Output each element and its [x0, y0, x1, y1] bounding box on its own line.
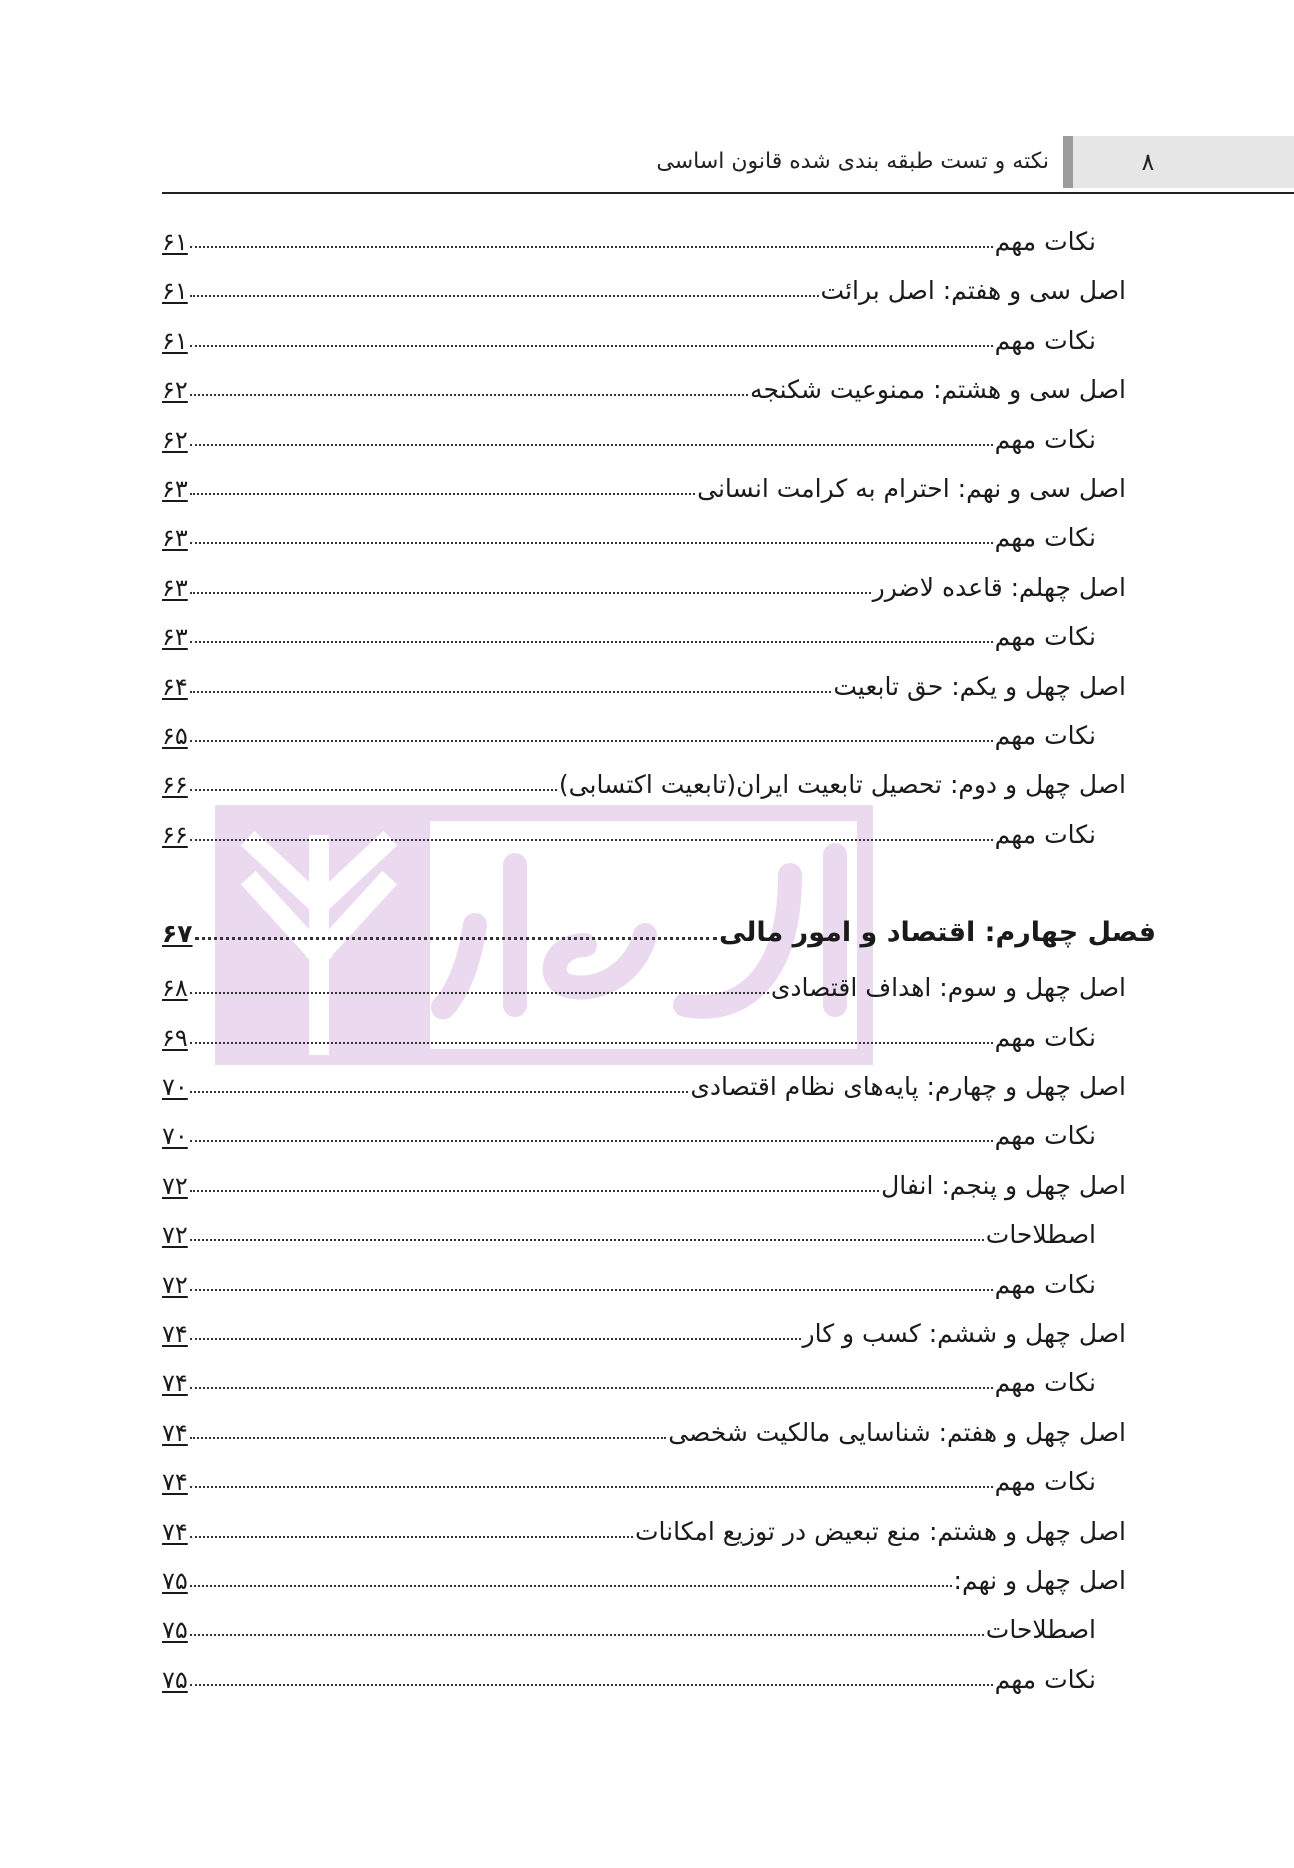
toc-section-row[interactable]: [162, 564, 1126, 604]
toc-section-row[interactable]: [162, 1409, 1126, 1449]
toc-entry-title: اصطلاحات: [985, 1220, 1096, 1250]
toc-page-number: ۶۳: [162, 623, 188, 652]
toc-page-number: ۶۳: [162, 475, 188, 503]
toc-section-row[interactable]: [162, 663, 1126, 703]
toc-subsection-row[interactable]: [162, 1112, 1096, 1152]
toc-entry-title: فصل چهارم: اقتصاد و امور مالی: [718, 917, 1156, 949]
toc-subsection-row[interactable]: [162, 1606, 1096, 1646]
toc-entry-title: نکات مهم: [994, 1368, 1096, 1398]
toc-dot-leader: [190, 1289, 993, 1291]
toc-section-row[interactable]: [162, 964, 1126, 1004]
toc-entry-title: اصل چهل و دوم: تحصیل تابعیت ایران(تابعیت اکتسابی): [558, 770, 1126, 800]
toc-page-number: ۶۶: [162, 771, 188, 800]
toc-entry-title: نکات مهم: [994, 227, 1096, 256]
toc-entry-title: نکات مهم: [994, 1022, 1096, 1052]
toc-dot-leader: [190, 992, 769, 994]
toc-section-row[interactable]: [162, 1557, 1126, 1597]
toc-page-number: ۶۱: [162, 228, 188, 256]
toc-page-number: ۶۲: [162, 376, 188, 405]
header-page-number: ۸: [1141, 148, 1155, 176]
toc-page-number: ۶۱: [162, 326, 188, 355]
toc-section-row[interactable]: [162, 465, 1126, 505]
toc-section-row[interactable]: [162, 267, 1126, 307]
toc-entry-title: اصل چهل و هشتم: منع تبعیض در توزیع امکانات: [634, 1516, 1126, 1546]
toc-page-number: ۶۸: [162, 974, 188, 1003]
toc-dot-leader: [190, 394, 748, 396]
toc-page-number: ۶۴: [162, 672, 188, 701]
toc-page-number: ۷۵: [162, 1567, 188, 1595]
toc-page-number: ۶۷: [162, 919, 193, 949]
toc-page-number: ۷۰: [162, 1122, 188, 1151]
toc-dot-leader: [190, 493, 695, 495]
toc-dot-leader: [190, 789, 557, 791]
toc-page-number: ۶۱: [162, 277, 188, 306]
toc-subsection-row[interactable]: [162, 1458, 1096, 1498]
toc-section-row[interactable]: [162, 366, 1126, 406]
toc-section-row[interactable]: [162, 1310, 1126, 1350]
toc-entry-title: اصل سی و هفتم: اصل برائت: [820, 276, 1126, 306]
toc-entry-title: اصل چهل و یکم: حق تابعیت: [833, 671, 1126, 701]
toc-subsection-row[interactable]: [162, 1211, 1096, 1251]
toc-subsection-row[interactable]: [162, 1261, 1096, 1301]
toc-page-number: ۶۳: [162, 573, 188, 602]
toc-entry-title: نکات مهم: [994, 325, 1096, 355]
toc-page-number: ۷۵: [162, 1616, 188, 1645]
toc-page-number: ۷۴: [162, 1418, 188, 1447]
toc-page-number: ۷۵: [162, 1665, 188, 1694]
toc-subsection-row[interactable]: [162, 1656, 1096, 1696]
toc-entry-title: اصل چهل و هفتم: شناسایی مالکیت شخصی: [668, 1417, 1126, 1447]
toc-entry-title: نکات مهم: [994, 1121, 1096, 1151]
toc-page-number: ۶۵: [162, 722, 188, 750]
toc-entry-title: اصل چهل و نهم:: [953, 1566, 1126, 1595]
running-header-title: نکته و تست طبقه بندی شده قانون اساسی: [656, 149, 1049, 174]
toc-dot-leader: [190, 542, 993, 544]
toc-entry-title: نکات مهم: [994, 622, 1096, 652]
toc-section-row[interactable]: [162, 1508, 1126, 1548]
toc-subsection-row[interactable]: [162, 613, 1096, 653]
toc-dot-leader: [190, 345, 993, 347]
toc-subsection-row[interactable]: [162, 1014, 1096, 1054]
toc-entry-title: اصطلاحات: [985, 1615, 1096, 1645]
toc-dot-leader: [190, 641, 993, 643]
toc-page-number: ۷۴: [162, 1320, 188, 1348]
toc-section-row[interactable]: [162, 1063, 1126, 1103]
toc-page-number: ۶۶: [162, 820, 188, 849]
toc-page-number: ۶۲: [162, 425, 188, 454]
toc-dot-leader: [190, 1684, 993, 1686]
toc-dot-leader: [190, 1091, 689, 1093]
toc-dot-leader: [195, 937, 717, 940]
toc-dot-leader: [190, 1634, 984, 1636]
toc-entry-title: نکات مهم: [994, 1467, 1096, 1497]
toc-entry-title: نکات مهم: [994, 1269, 1096, 1299]
toc-entry-title: نکات مهم: [994, 721, 1096, 750]
toc-subsection-row[interactable]: [162, 416, 1096, 456]
toc-subsection-row[interactable]: [162, 1359, 1096, 1399]
toc-dot-leader: [190, 1140, 993, 1142]
toc-dot-leader: [190, 1437, 666, 1439]
toc-subsection-row[interactable]: [162, 811, 1096, 851]
toc-entry-title: نکات مهم: [994, 523, 1096, 553]
toc-entry-title: نکات مهم: [994, 1664, 1096, 1694]
toc-dot-leader: [190, 295, 819, 297]
toc-entry-title: اصل چهل و چهارم: پایه‌های نظام اقتصادی: [690, 1072, 1126, 1101]
toc-dot-leader: [190, 1536, 633, 1538]
toc-subsection-row[interactable]: [162, 514, 1096, 554]
toc-dot-leader: [190, 740, 993, 742]
toc-page-number: ۷۴: [162, 1517, 188, 1546]
toc-entry-title: نکات مهم: [994, 424, 1096, 454]
toc-dot-leader: [190, 1486, 993, 1488]
toc-dot-leader: [190, 246, 993, 248]
toc-chapter-row[interactable]: [162, 910, 1156, 950]
toc-entry-title: اصل سی و هشتم: ممنوعیت شکنجه: [750, 375, 1126, 405]
toc-entry-title: اصل چهلم: قاعده لاضرر: [872, 572, 1126, 602]
toc-entry-title: اصل سی و نهم: احترام به کرامت انسانی: [697, 474, 1126, 503]
toc-dot-leader: [190, 1042, 993, 1044]
toc-dot-leader: [190, 1190, 879, 1192]
toc-dot-leader: [190, 691, 832, 693]
toc-entry-title: نکات مهم: [994, 819, 1096, 849]
toc-page-number: ۶۳: [162, 524, 188, 553]
toc-dot-leader: [190, 1239, 984, 1241]
toc-page-number: ۷۲: [162, 1221, 188, 1250]
toc-subsection-row[interactable]: [162, 712, 1096, 752]
toc-section-row[interactable]: [162, 1162, 1126, 1202]
toc-entry-title: اصل چهل و پنجم: انفال: [881, 1170, 1126, 1200]
toc-entry-title: اصل چهل و ششم: کسب و کار: [802, 1319, 1126, 1348]
toc-page-number: ۶۹: [162, 1023, 188, 1052]
toc-subsection-row[interactable]: [162, 218, 1096, 258]
toc-dot-leader: [190, 444, 993, 446]
toc-page-number: ۷۰: [162, 1073, 188, 1101]
toc-subsection-row[interactable]: [162, 317, 1096, 357]
toc-page-number: ۷۲: [162, 1171, 188, 1200]
toc-page-number: ۷۲: [162, 1270, 188, 1299]
toc-dot-leader: [190, 592, 871, 594]
toc-dot-leader: [190, 839, 993, 841]
toc-entry-title: اصل چهل و سوم: اهداف اقتصادی: [770, 973, 1126, 1003]
toc-dot-leader: [190, 1338, 801, 1340]
toc-page-number: ۷۴: [162, 1369, 188, 1398]
toc-section-row[interactable]: [162, 761, 1126, 801]
toc-dot-leader: [190, 1387, 993, 1389]
toc-page-number: ۷۴: [162, 1468, 188, 1497]
toc-dot-leader: [190, 1585, 952, 1587]
